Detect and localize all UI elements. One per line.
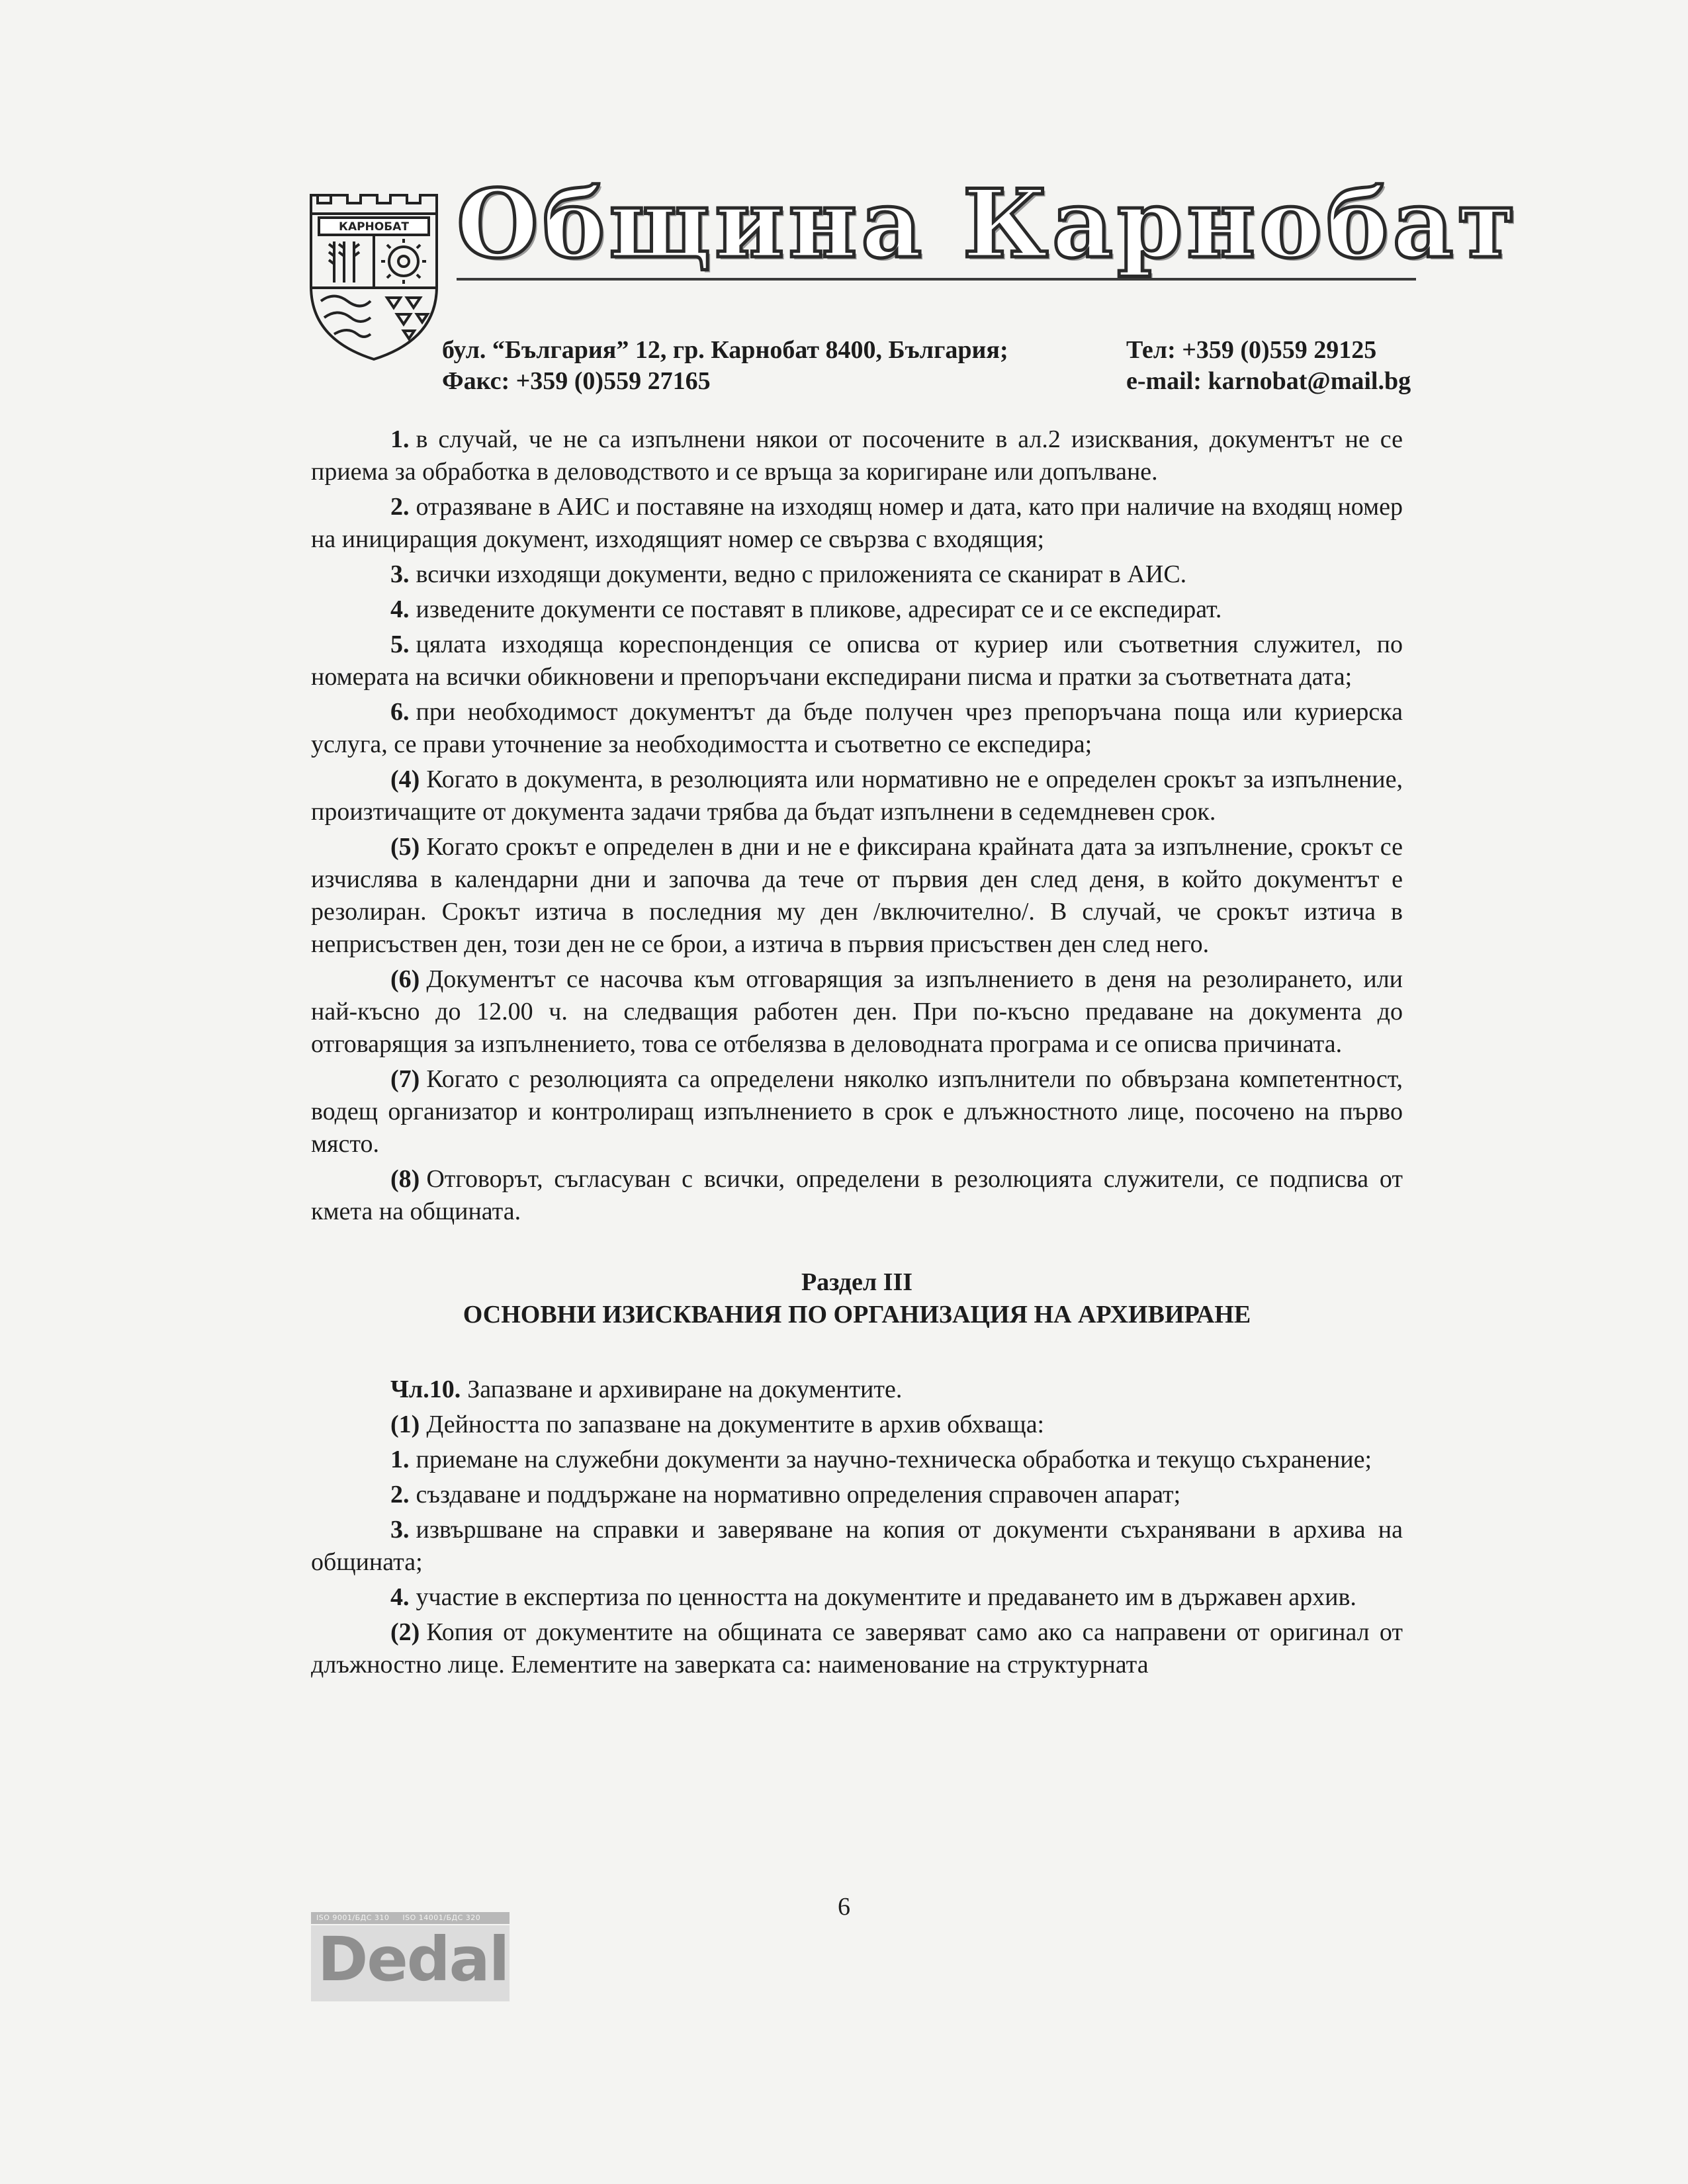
paragraph-text: отразяване в АИС и поставяне на изходящ номер и дата, като при наличие на входящ номер на инициращия документ, изходящият номер се свързва с входящия; — [311, 493, 1403, 553]
paragraph-number: 3. — [390, 560, 410, 588]
paragraph-number: (5) — [390, 833, 420, 861]
article-text: Запазване и архивиране на документите. — [467, 1376, 903, 1403]
paragraph — [311, 1409, 1403, 1441]
paragraph-text: Отговорът, съгласуван с всички, определени в резолюцията служители, се подписва от кмета на общината. — [311, 1165, 1403, 1225]
section-subtitle: ОСНОВНИ ИЗИСКВАНИЯ ПО ОРГАНИЗАЦИЯ НА АРХИВИРАНЕ — [463, 1301, 1251, 1329]
document-body — [311, 423, 1403, 1684]
paragraph-text: всички изходящи документи, ведно с приложенията се сканират в АИС. — [416, 560, 1187, 588]
paragraph-text: в случай, че не са изпълнени някои от посочените в ал.2 изисквания, документът не се приема за обработка в деловодството и се връща за коригиране или допълване. — [311, 425, 1403, 486]
paragraph — [311, 1063, 1403, 1160]
paragraph — [311, 963, 1403, 1061]
paragraph — [311, 558, 1403, 591]
paragraph-number: 1. — [390, 1446, 410, 1473]
paragraph-text: Документът се насочва към отговарящия за изпълнението в деня на резолирането, или най-късно до 12.00 ч. на следващия работен ден. При по-късно предаване на документа до отговарящия за изпълнението, това се отбелязва в деловодната програма и се описва причината. — [311, 965, 1403, 1058]
dedal-logo — [311, 1912, 510, 2001]
paragraph-text: Когато в документа, в резолюцията или нормативно не е определен срокът за изпълнение, произтичащите от документа задачи трябва да бъдат изпълнени в седемдневен срок. — [311, 765, 1403, 826]
header-email: e-mail: karnobat@mail.bg — [1126, 367, 1411, 395]
municipality-crest-icon — [304, 189, 443, 361]
cert-label: ISO 9001/БДС 310 — [316, 1913, 390, 1922]
paragraph-number: 1. — [390, 425, 410, 453]
paragraph — [311, 1163, 1403, 1228]
paragraph-text: изведените документи се поставят в пликове, адресират се и се експедират. — [416, 595, 1222, 623]
paragraph-text: създаване и поддържане на нормативно определения справочен апарат; — [416, 1481, 1181, 1508]
paragraph — [311, 1479, 1403, 1511]
logo-box — [311, 1925, 510, 2001]
paragraph — [311, 593, 1403, 626]
paragraph-text: участие в експертиза по ценността на документите и предаването им в държавен архив. — [416, 1583, 1356, 1611]
paragraph-number: 5. — [390, 631, 410, 658]
article-heading — [311, 1374, 1403, 1406]
paragraph-text: Копия от документите на общината се заверяват само ако са направени от оригинал от длъжностно лице. Елементите на заверката са: наименование на структурната — [311, 1618, 1403, 1679]
paragraph-text: Когато срокът е определен в дни и не е фиксирана крайната дата за изпълнение, срокът се изчислява в календарни дни и започва да тече от първия ден след деня, в който документът е резолиран. Срокът изтича в последния му ден /включително/. В случай, че срокът изтича в неприсъствен ден, този ден не се брои, а изтича в първия присъствен ден след него. — [311, 833, 1403, 958]
paragraph — [311, 1581, 1403, 1614]
paragraph-number: 3. — [390, 1516, 410, 1544]
paragraph-text: приемане на служебни документи за научно-техническа обработка и текущо съхранение; — [416, 1446, 1372, 1473]
header-phone: Тел: +359 (0)559 29125 — [1126, 336, 1377, 364]
crest-label: КАРНОБАТ — [339, 220, 409, 234]
paragraph-number: (2) — [390, 1618, 420, 1646]
paragraph-number: 4. — [390, 1583, 410, 1611]
article-number: Чл.10. — [390, 1376, 461, 1403]
header-divider — [457, 278, 1416, 281]
paragraph — [311, 491, 1403, 556]
paragraph-number: 2. — [390, 493, 410, 521]
paragraph — [311, 629, 1403, 693]
paragraph — [311, 831, 1403, 961]
paragraph — [311, 1514, 1403, 1579]
section-title: Раздел III — [801, 1268, 913, 1296]
paragraph — [311, 423, 1403, 488]
header-address: бул. “България” 12, гр. Карнобат 8400, България; — [442, 336, 1008, 364]
paragraph-text: Когато с резолюцията са определени няколко изпълнители по обвързана компетентност, водещ организатор и контролиращ изпълнението в срок е длъжностното лице, посочено на първо място. — [311, 1065, 1403, 1158]
paragraph-text: цялата изходяща кореспонденция се описва от куриер или съответния служител, по номерата на всички обикновени и препоръчани експедирани писма и пратки за съответната дата; — [311, 631, 1403, 691]
org-name-heading: Община Карнобат — [457, 169, 1520, 279]
paragraph-text: при необходимост документът да бъде получен чрез препоръчана поща или куриерска услуга, се прави уточнение за необходимостта и съответно се експедира; — [311, 698, 1403, 758]
paragraph — [311, 1616, 1403, 1681]
paragraph — [311, 764, 1403, 828]
paragraph-number: (4) — [390, 765, 420, 793]
paragraph — [311, 1444, 1403, 1476]
paragraph-number: (1) — [390, 1411, 420, 1438]
certification-strip — [311, 1912, 510, 1924]
paragraph-number: 2. — [390, 1481, 410, 1508]
page-number: 6 — [838, 1893, 850, 1921]
paragraph — [311, 696, 1403, 761]
cert-label: ISO 14001/БДС 320 — [402, 1913, 481, 1922]
logo-wordmark: Dedal — [318, 1924, 509, 1995]
paragraph-number: 6. — [390, 698, 410, 726]
paragraph-number: (7) — [390, 1065, 420, 1093]
paragraph-text: Дейността по запазване на документите в архив обхваща: — [426, 1411, 1045, 1438]
paragraph-text: извършване на справки и заверяване на копия от документи съхранявани в архива на общината; — [311, 1516, 1403, 1576]
paragraph-number: 4. — [390, 595, 410, 623]
paragraph-number: (6) — [390, 965, 420, 993]
paragraph-number: (8) — [390, 1165, 420, 1193]
header-fax: Факс: +359 (0)559 27165 — [442, 367, 711, 395]
